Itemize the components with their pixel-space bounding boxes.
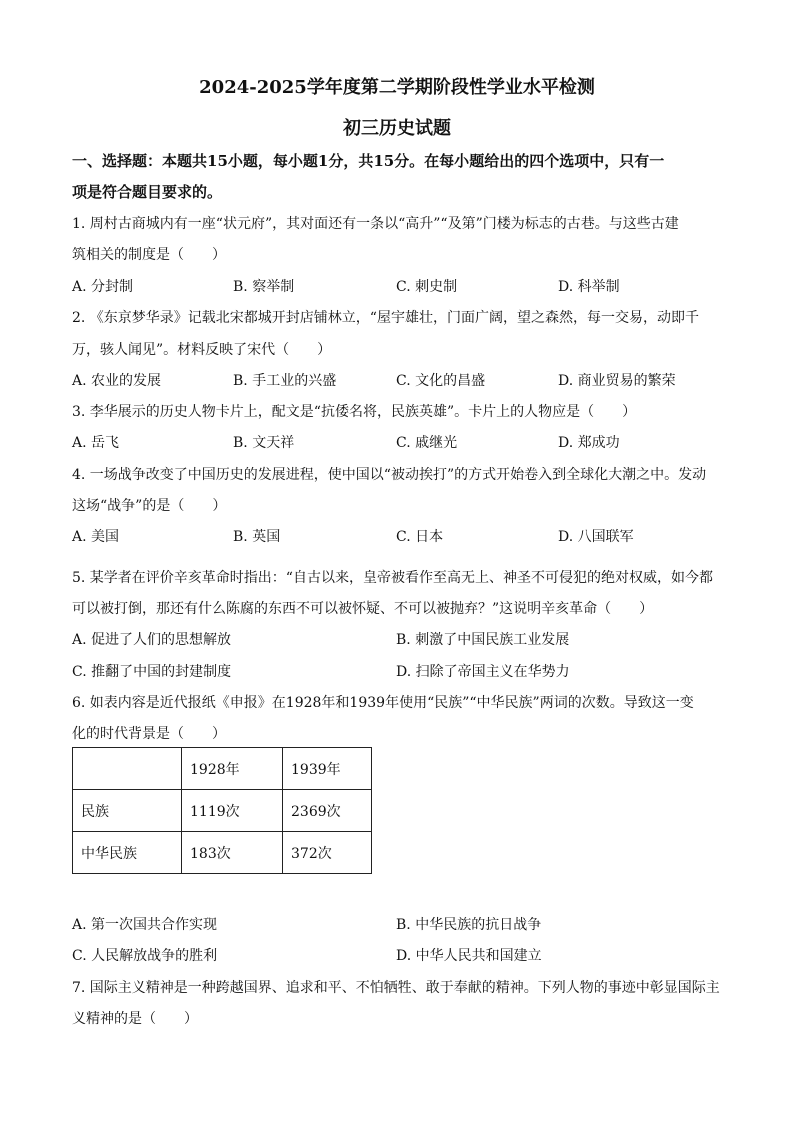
q4-option-b: B. 英国 [233, 529, 281, 545]
section-heading-cont: 项是符合题目要求的。 [72, 183, 223, 201]
table-cell: 1119次 [182, 790, 283, 832]
question-5-text-cont: 可以被打倒，那还有什么陈腐的东西不可以被怀疑、不可以被抛弃？”这说明辛亥革命（ ） [72, 601, 654, 617]
question-4-text-cont: 这场“战争”的是（ ） [72, 498, 227, 514]
table-cell: 中华民族 [73, 832, 182, 874]
q5-option-a: A. 促进了人们的思想解放 [72, 632, 232, 648]
exam-title: 2024-2025学年度第二学期阶段性学业水平检测 [199, 77, 595, 98]
data-table [72, 747, 372, 874]
question-6-text-cont: 化的时代背景是（ ） [72, 726, 226, 742]
table-row [73, 790, 372, 832]
table-header-cell: 1928年 [182, 748, 283, 790]
q3-option-a: A. 岳飞 [72, 435, 120, 451]
q5-option-d: D. 扫除了帝国主义在华势力 [396, 664, 570, 680]
exam-subtitle: 初三历史试题 [343, 118, 451, 139]
table-header-cell [73, 748, 182, 790]
table-cell: 民族 [73, 790, 182, 832]
q4-option-a: A. 美国 [72, 529, 120, 545]
question-1-text: 1. 周村古商城内有一座“状元府”，其对面还有一条以“高升”“及第”门楼为标志的古巷。与这些古建 [72, 216, 679, 232]
table-header-cell: 1939年 [283, 748, 372, 790]
q2-option-d: D. 商业贸易的繁荣 [558, 373, 676, 389]
q3-option-d: D. 郑成功 [558, 435, 620, 451]
q1-option-a: A. 分封制 [72, 279, 134, 295]
question-4-text: 4. 一场战争改变了中国历史的发展进程，使中国以“被动挨打”的方式开始卷入到全球化大潮之中。发动 [72, 467, 707, 483]
table-cell: 372次 [283, 832, 372, 874]
q2-option-b: B. 手工业的兴盛 [233, 373, 337, 389]
question-3-text: 3. 李华展示的历史人物卡片上，配文是“抗倭名将，民族英雄”。卡片上的人物应是（ ） [72, 404, 637, 420]
q6-option-a: A. 第一次国共合作实现 [72, 917, 218, 933]
q2-option-a: A. 农业的发展 [72, 373, 162, 389]
q1-option-b: B. 察举制 [233, 279, 295, 295]
table-header-row [73, 748, 372, 790]
section-heading: 一、选择题：本题共15小题，每小题1分，共15分。在每小题给出的四个选项中，只有一 [72, 152, 665, 170]
q5-option-b: B. 刺激了中国民族工业发展 [396, 632, 570, 648]
q4-option-d: D. 八国联军 [558, 529, 634, 545]
q6-option-c: C. 人民解放战争的胜利 [72, 948, 218, 964]
q6-option-d: D. 中华人民共和国建立 [396, 948, 542, 964]
question-1-text-cont: 筑相关的制度是（ ） [72, 247, 226, 263]
q5-option-c: C. 推翻了中国的封建制度 [72, 664, 232, 680]
question-6-text: 6. 如表内容是近代报纸《申报》在1928年和1939年使用“民族”“中华民族”两词的次数。导致这一变 [72, 695, 694, 711]
q3-option-b: B. 文天祥 [233, 435, 295, 451]
q6-option-b: B. 中华民族的抗日战争 [396, 917, 542, 933]
q4-option-c: C. 日本 [396, 529, 444, 545]
question-7-text: 7. 国际主义精神是一种跨越国界、追求和平、不怕牺牲、敢于奉献的精神。下列人物的事迹中彰显国际主 [72, 980, 720, 996]
q3-option-c: C. 戚继光 [396, 435, 458, 451]
q2-option-c: C. 文化的昌盛 [396, 373, 486, 389]
question-2-text: 2. 《东京梦华录》记载北宋都城开封店铺林立，“屋宇雄壮，门面广阔，望之森然，每一交易，动即千 [72, 310, 699, 326]
question-7-text-cont: 义精神的是（ ） [72, 1011, 198, 1027]
question-2-text-cont: 万，骇人闻见”。材料反映了宋代（ ） [72, 342, 332, 358]
question-5-text: 5. 某学者在评价辛亥革命时指出：“自古以来，皇帝被看作至高无上、神圣不可侵犯的绝对权威，如今都 [72, 570, 713, 586]
table-cell: 183次 [182, 832, 283, 874]
table-cell: 2369次 [283, 790, 372, 832]
q1-option-d: D. 科举制 [558, 279, 620, 295]
table-row [73, 832, 372, 874]
q1-option-c: C. 刺史制 [396, 279, 458, 295]
